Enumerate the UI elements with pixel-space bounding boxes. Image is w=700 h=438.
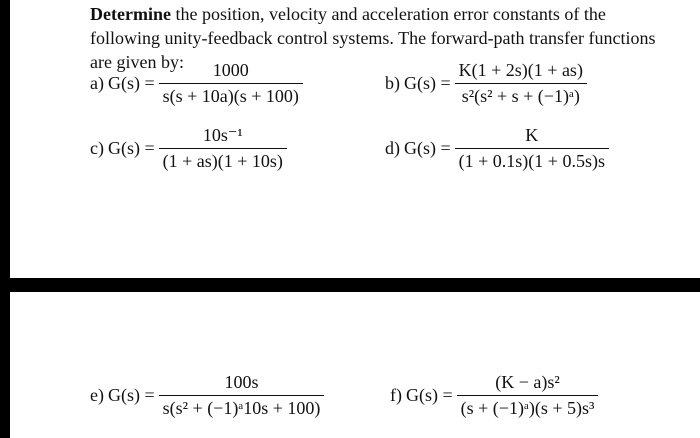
numerator: 100s xyxy=(224,372,259,392)
fraction xyxy=(457,372,599,419)
problem-lead-word: Determine xyxy=(90,4,171,24)
equation-b xyxy=(385,60,587,107)
bottom-page-panel xyxy=(10,292,700,438)
equation-f xyxy=(390,372,598,419)
denominator: (1 + 0.1s)(1 + 0.5s)s xyxy=(458,151,605,171)
equation-label: d) xyxy=(385,138,400,158)
equation-a xyxy=(90,60,303,107)
numerator: K(1 + 2s)(1 + as) xyxy=(458,60,583,80)
equation-d xyxy=(385,125,609,172)
numerator: K xyxy=(525,125,539,145)
equation-lhs: G(s) = xyxy=(406,385,453,405)
equation-c xyxy=(90,125,287,172)
equation-label: e) xyxy=(90,385,104,405)
equation-lhs: G(s) = xyxy=(404,138,451,158)
denominator: s(s² + (−1)ᵃ10s + 100) xyxy=(162,398,321,418)
numerator: (K − a)s² xyxy=(495,372,560,392)
denominator: s²(s² + s + (−1)ᵃ) xyxy=(461,86,580,106)
equation-e xyxy=(90,372,324,419)
denominator: (s + (−1)ᵃ)(s + 5)s³ xyxy=(460,398,595,418)
top-page-panel xyxy=(10,0,700,278)
equation-label: b) xyxy=(385,73,400,93)
numerator: 1000 xyxy=(212,60,249,80)
equation-lhs: G(s) = xyxy=(107,138,155,158)
equation-label: c) xyxy=(90,138,104,158)
denominator: s(s + 10a)(s + 100) xyxy=(162,86,299,106)
equation-lhs: G(s) = xyxy=(107,73,155,93)
numerator: 10s⁻¹ xyxy=(202,125,243,145)
fraction xyxy=(455,125,609,172)
equation-lhs: G(s) = xyxy=(404,73,451,93)
equation-lhs: G(s) = xyxy=(107,385,155,405)
equation-label: a) xyxy=(90,73,104,93)
problem-text: the position, velocity and acceleration error constants of the following unity-feedback control systems. The forward-path transfer functions are given by: xyxy=(90,4,656,72)
denominator: (1 + as)(1 + 10s) xyxy=(162,151,283,171)
fraction xyxy=(159,60,303,107)
fraction xyxy=(159,372,325,419)
fraction xyxy=(455,60,587,107)
fraction xyxy=(159,125,287,172)
equation-label: f) xyxy=(390,385,402,405)
